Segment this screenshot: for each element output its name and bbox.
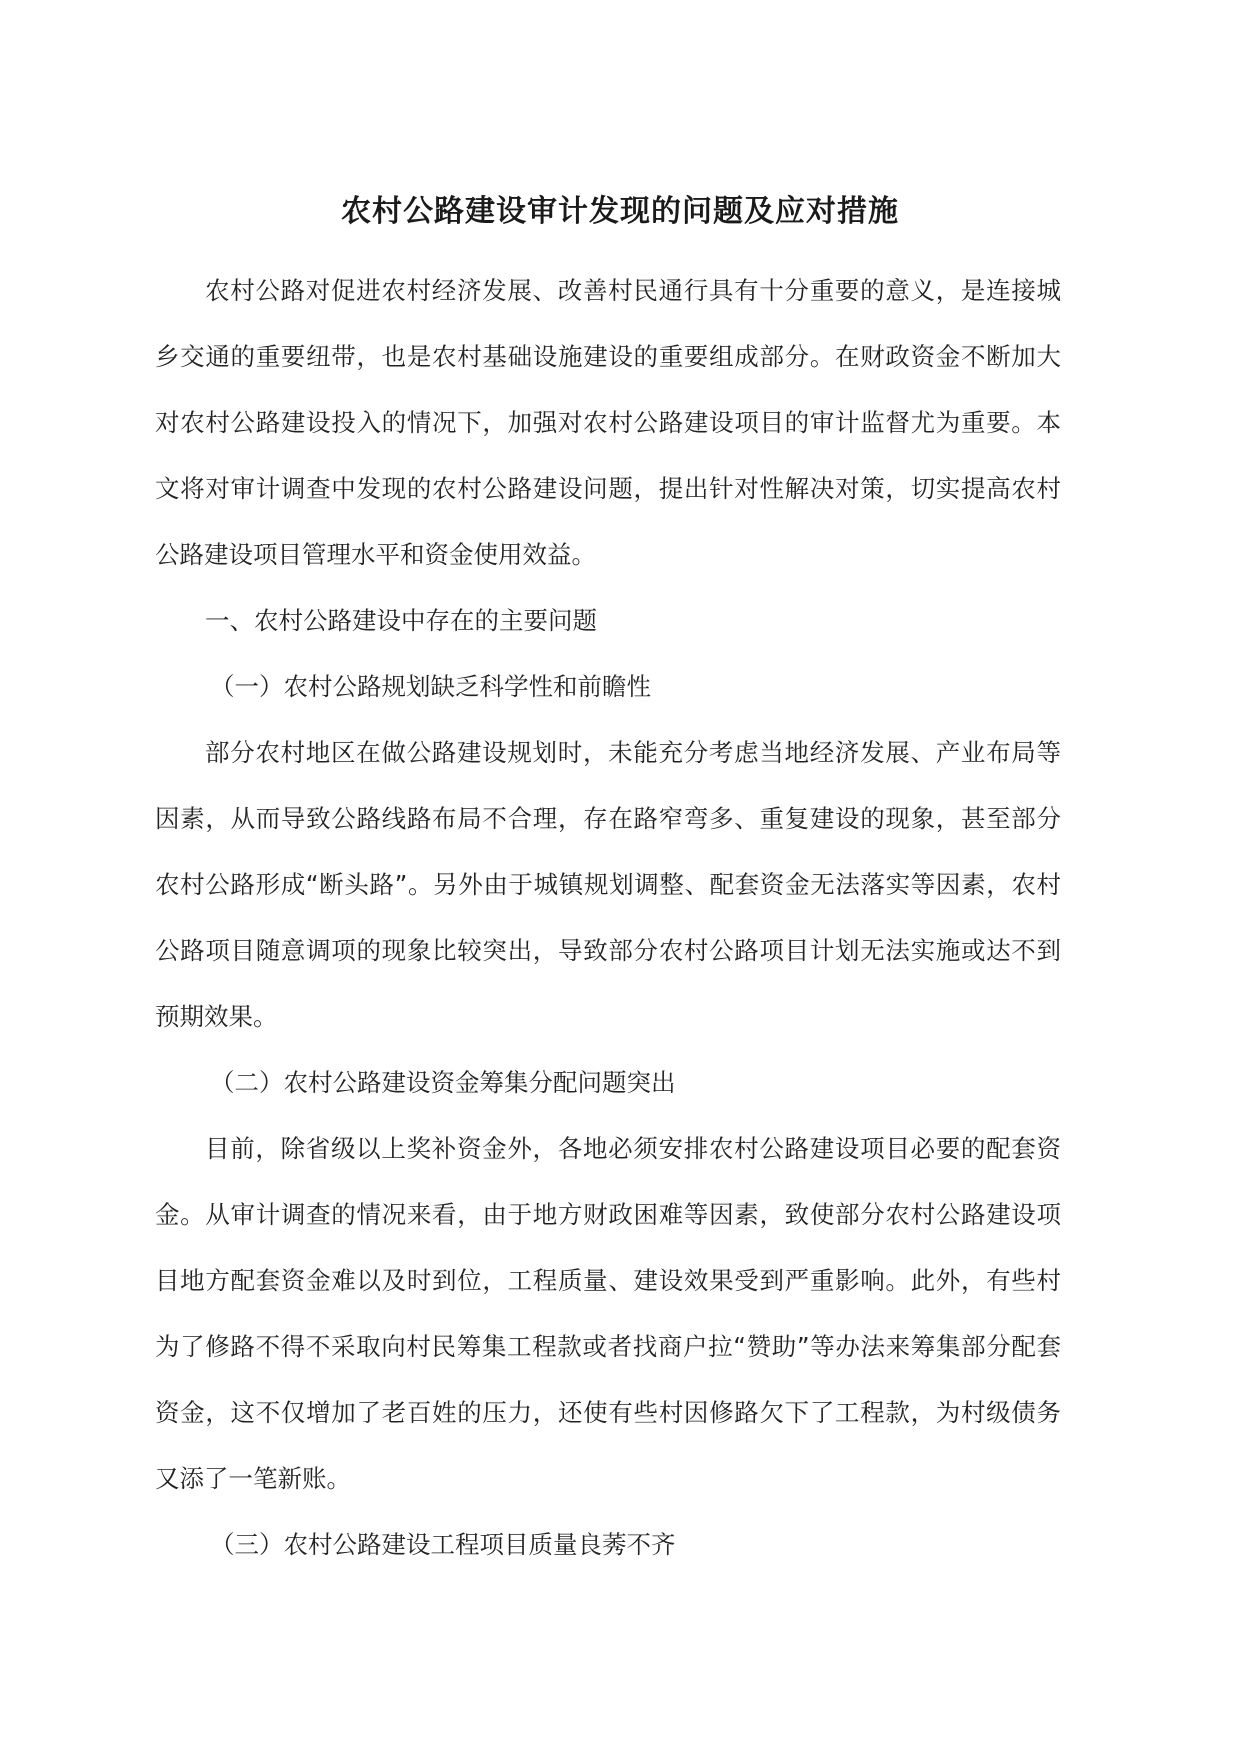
subsection-body-2: 目前，除省级以上奖补资金外，各地必须安排农村公路建设项目必要的配套资金。从审计调查的情况来看，由于地方财政困难等因素，致使部分农村公路建设项目地方配套资金难以及时到位，工程质量、建设效果受到严重影响。此外，有些村为了修路不得不采取向村民筹集工程款或者找商户拉“赞助”等办法来筹集部分配套资金，这不仅增加了老百姓的压力，还使有些村因修路欠下了工程款，为村级债务又添了一笔新账。	[155, 1134, 1061, 1493]
document-body	[155, 258, 1061, 1578]
subsection-heading-1: （一）农村公路规划缺乏科学性和前瞻性	[210, 672, 651, 701]
intro-paragraph: 农村公路对促进农村经济发展、改善村民通行具有十分重要的意义，是连接城乡交通的重要纽带，也是农村基础设施建设的重要组成部分。在财政资金不断加大对农村公路建设投入的情况下，加强对农村公路建设项目的审计监督尤为重要。本文将对审计调查中发现的农村公路建设问题，提出针对性解决对策，切实提高农村公路建设项目管理水平和资金使用效益。	[155, 276, 1061, 569]
subsection-body-1: 部分农村地区在做公路建设规划时，未能充分考虑当地经济发展、产业布局等因素，从而导致公路线路布局不合理，存在路窄弯多、重复建设的现象，甚至部分农村公路形成“断头路”。另外由于城镇规划调整、配套资金无法落实等因素，农村公路项目随意调项的现象比较突出，导致部分农村公路项目计划无法实施或达不到预期效果。	[155, 738, 1061, 1031]
subsection-heading-3: （三）农村公路建设工程项目质量良莠不齐	[210, 1530, 676, 1559]
section-heading-1: 一、农村公路建设中存在的主要问题	[205, 606, 597, 635]
subsection-heading-2: （二）农村公路建设资金筹集分配问题突出	[210, 1068, 676, 1097]
document-title: 农村公路建设审计发现的问题及应对措施	[341, 194, 899, 229]
